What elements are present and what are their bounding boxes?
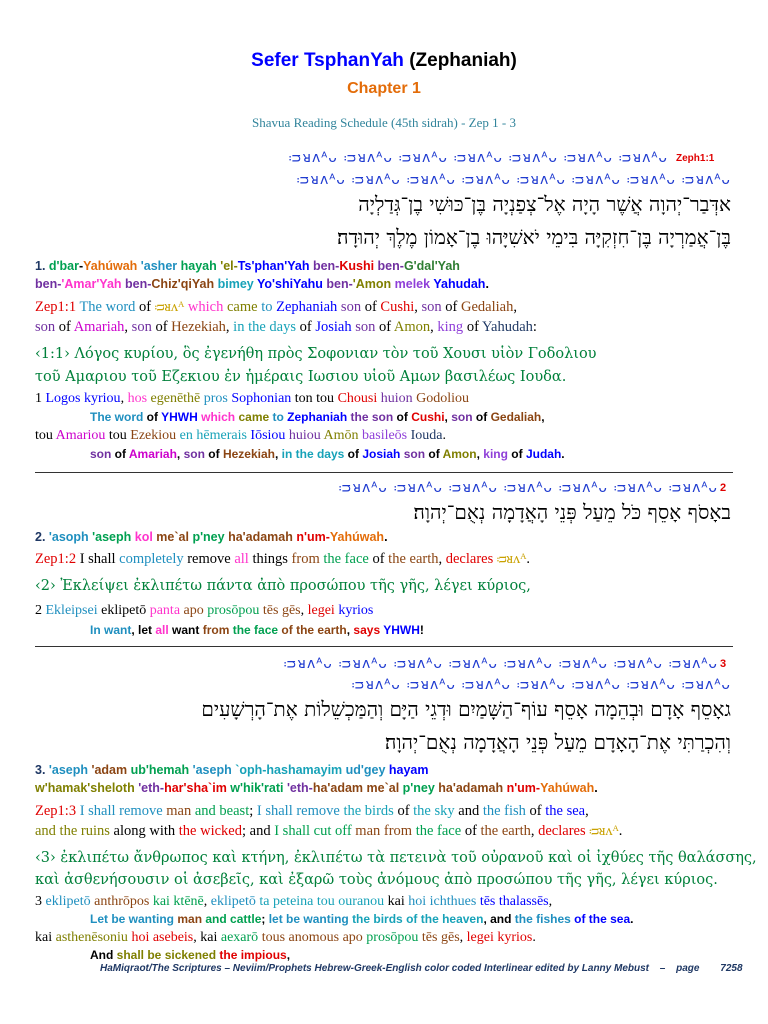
text-run: And [90, 948, 117, 962]
text-run: Yahúwah [540, 781, 595, 795]
text-run: . [594, 781, 598, 795]
text-run: Logos kyriou [45, 391, 121, 406]
text-run: hos [127, 391, 151, 406]
english-line [35, 551, 530, 568]
text-run: ben- [312, 259, 340, 273]
divider [35, 646, 733, 647]
text-run: of the earth [281, 623, 347, 637]
text-run: p'ney [192, 530, 229, 544]
text-run: Amon [442, 447, 477, 461]
text-run: son [90, 447, 115, 461]
text-run: tou ouranou [316, 894, 388, 909]
greek-line: καὶ ἀσθενήσουσιν οἱ ἀσεβεῖς, καὶ ἐξαρῶ τοὺς ἀνόμους ἀπὸ προσώπου τῆς γῆς, λέγει κύριος. [35, 872, 718, 888]
text-run: . [442, 428, 447, 443]
text-run: , [120, 391, 128, 406]
text-run: ha'adamah [438, 781, 507, 795]
text-run: completely [119, 551, 188, 567]
text-run: YHWH [161, 410, 202, 424]
text-run: , [476, 447, 484, 461]
text-run: 'adam [91, 763, 131, 777]
text-run: which [184, 299, 227, 315]
text-run: the fish [482, 803, 530, 819]
text-run: son [403, 447, 429, 461]
text-run: son [355, 319, 379, 335]
text-run: ; [249, 803, 257, 819]
text-run: melek [394, 277, 434, 291]
text-run: 'aseph [92, 530, 135, 544]
text-run: of [428, 447, 443, 461]
text-run: the birds [343, 803, 398, 819]
text-run: 'aseph [192, 763, 236, 777]
translit-line [35, 781, 598, 795]
text-run: prosōpou [207, 603, 263, 618]
english-line [35, 803, 589, 820]
text-run: Let be wanting [90, 912, 178, 926]
text-run: ha'adam [312, 781, 367, 795]
text-run: , [124, 319, 132, 335]
text-run: and cattle [205, 912, 262, 926]
greek-translit-line [35, 930, 536, 946]
text-run: huiou [288, 428, 324, 443]
text-run: want [172, 623, 203, 637]
hebrew-line: אדְּבַר־יְהוָה אֲשֶׁר הָיָה אֶל־צְפַנְיָה בֶּן־כּוּשִׁי בֶן־גְּדַלְיָה [358, 192, 731, 216]
text-run: Yahudah [433, 277, 486, 291]
text-run: . [618, 823, 623, 839]
text-run: from [202, 623, 233, 637]
english-line [35, 319, 537, 336]
text-run: 2 [35, 603, 46, 618]
text-run: prosōpou [366, 930, 422, 945]
greek-translit-line [35, 428, 446, 444]
translit-line [35, 259, 460, 273]
text-run: 'Amon [352, 277, 395, 291]
gloss-line [90, 410, 545, 424]
text-run: of [397, 803, 414, 819]
text-run: king [483, 447, 512, 461]
text-run: Amōn [323, 428, 363, 443]
text-run: . [532, 930, 536, 945]
page-number: 7258 [720, 963, 743, 974]
text-run: tēs gēs [262, 603, 301, 618]
text-run: the fishes [514, 912, 575, 926]
text-run: G'dal'Yah [403, 259, 460, 273]
text-run: apo [183, 603, 208, 618]
text-run: apo [342, 930, 367, 945]
text-run: , [225, 319, 234, 335]
text-run: 'el- [220, 259, 238, 273]
text-run: from [291, 551, 324, 567]
gloss-line [90, 447, 565, 461]
text-run: Josiah [362, 447, 404, 461]
text-run: ᴞᴚᴧᴬ [589, 823, 619, 839]
text-run: tēs thalassēs [479, 894, 549, 909]
text-run: 'eth- [138, 781, 165, 795]
text-run: Zephaniah [287, 410, 351, 424]
text-run: w'hik'rati [230, 781, 287, 795]
text-run: , [444, 410, 452, 424]
footer-page-label: page [676, 963, 700, 974]
text-run: hayam [388, 763, 429, 777]
text-run: came [226, 299, 262, 315]
text-run: from [383, 823, 416, 839]
text-run: along with [113, 823, 179, 839]
text-run: and [458, 803, 483, 819]
paleo-line: ᴞᴚᴧᴬᴗ ᴞᴚᴧᴬᴗ ᴞᴚᴧᴬᴗ ᴞᴚᴧᴬᴗ ᴞᴚᴧᴬᴗ ᴞᴚᴧᴬᴗ ᴞᴚᴧᴬᴗ [351, 677, 731, 693]
english-line [35, 299, 517, 316]
text-run: ub'hemah [130, 763, 193, 777]
text-run: Gedaliah [490, 410, 542, 424]
text-run: - [78, 259, 84, 273]
text-run: 1 [35, 391, 46, 406]
text-run: ! [419, 623, 424, 637]
greek-translit-line [35, 894, 552, 910]
text-run: of [529, 803, 546, 819]
text-run: huion [380, 391, 417, 406]
text-run: n'um- [506, 781, 541, 795]
text-run: I shall [79, 551, 120, 567]
text-run: I shall remove [79, 803, 167, 819]
text-run: `oph-hashamayim [235, 763, 346, 777]
text-run: Cushi [411, 410, 445, 424]
translit-line [35, 763, 429, 777]
text-run: Yahúwah [329, 530, 385, 544]
paleo-line: ᴞᴚᴧᴬᴗ ᴞᴚᴧᴬᴗ ᴞᴚᴧᴬᴗ ᴞᴚᴧᴬᴗ ᴞᴚᴧᴬᴗ ᴞᴚᴧᴬᴗ ᴞᴚᴧᴬᴗ ᴞᴚᴧᴬᴗ [296, 172, 731, 188]
text-run: , [513, 299, 517, 315]
text-run: egenēthē [150, 391, 204, 406]
text-run: Ezekiou [130, 428, 180, 443]
text-run: the son [350, 410, 397, 424]
text-run: of [511, 447, 526, 461]
text-run: 'Amar'Yah [61, 277, 126, 291]
text-run: of [396, 410, 412, 424]
text-run: , [430, 319, 438, 335]
text-run: . [630, 912, 634, 926]
text-run: came [238, 410, 273, 424]
text-run: : [532, 319, 537, 335]
greek-translit-line [35, 603, 373, 619]
text-run: pros [203, 391, 232, 406]
text-run: Amon [393, 319, 431, 335]
text-run: declares [445, 551, 497, 567]
text-run: me`al [366, 781, 403, 795]
text-run: basileōs [362, 428, 411, 443]
text-run: , [300, 603, 308, 618]
text-run: kai [35, 930, 56, 945]
greek-line: ‹3› ἐκλιπέτω ἄνθρωπος καὶ κτήνη, ἐκλιπέτω τὰ πετεινὰ τοῦ οὐρανοῦ καὶ οἱ ἰχθύες τῆς θαλάσσης, [35, 850, 757, 866]
english-line [35, 823, 622, 840]
text-run: all [234, 551, 253, 567]
text-run: of the sea [574, 912, 631, 926]
text-run: asthenēsoniu [55, 930, 132, 945]
text-run: 1. [35, 259, 49, 273]
verse-ref-label: 3 [720, 658, 727, 670]
text-run: Judah [525, 447, 562, 461]
text-run: to [261, 299, 277, 315]
text-run: ᴞᴚᴧᴬ [154, 299, 185, 315]
text-run: Cushi [380, 299, 415, 315]
text-run: to [272, 410, 288, 424]
text-run: 3. [35, 763, 49, 777]
text-run: , [438, 551, 446, 567]
text-run: son [183, 447, 209, 461]
reading-schedule: Shavua Reading Schedule (45th sidrah) - Zep 1 - 3 [252, 115, 516, 130]
text-run: Hezekiah [171, 319, 226, 335]
text-run: of [347, 447, 363, 461]
book-title [0, 50, 768, 72]
text-run: the earth [480, 823, 531, 839]
hebrew-line: באָסֹף אָסֵף כֹּל מֵעַל פְּנֵי הָאֲדָמָה נְאֻם־יְהוָה׃ [413, 500, 731, 524]
paleo-line: ᴞᴚᴧᴬᴗ ᴞᴚᴧᴬᴗ ᴞᴚᴧᴬᴗ ᴞᴚᴧᴬᴗ ᴞᴚᴧᴬᴗ ᴞᴚᴧᴬᴗ ᴞᴚᴧᴬᴗ [288, 150, 668, 166]
text-run: man [166, 803, 195, 819]
text-run: , [414, 299, 422, 315]
text-run: shall be sickened [116, 948, 220, 962]
text-run: ; and [242, 823, 275, 839]
text-run: son [340, 299, 365, 315]
text-run: tēs gēs [421, 930, 460, 945]
book-title-paren: (Zephaniah) [409, 50, 517, 71]
divider [35, 472, 733, 473]
text-run: . [526, 551, 531, 567]
text-run: , [548, 894, 553, 909]
text-run: eklipetō [101, 603, 150, 618]
text-run: ben- [35, 277, 62, 291]
text-run: ha'adamah [228, 530, 297, 544]
text-run: ben- [326, 277, 353, 291]
text-run: ben- [377, 259, 404, 273]
text-run: of [372, 551, 389, 567]
text-run: 3 [35, 894, 46, 909]
text-run: Zep1:3 [35, 803, 80, 819]
footer-dash: – [659, 963, 666, 974]
text-run: Amariah [73, 319, 125, 335]
text-run: legei kyrios [466, 930, 533, 945]
text-run: , [274, 447, 282, 461]
text-run: , [530, 823, 539, 839]
text-run: of [58, 319, 74, 335]
text-run: king [437, 319, 467, 335]
footer-text: HaMiqraot/The Scriptures – Neviim/Prophets Hebrew-Greek-English color coded Interlinear edited by Lanny Mebust [100, 963, 650, 974]
text-run: kai [387, 894, 409, 909]
text-run: and the ruins [35, 823, 114, 839]
text-run: remove [187, 551, 235, 567]
text-run: let be wanting [268, 912, 353, 926]
text-run: d'bar [48, 259, 79, 273]
text-run: 'asher [137, 259, 181, 273]
text-run: Godoliou [416, 391, 470, 406]
text-run: 'aseph [48, 763, 92, 777]
text-run: which [201, 410, 239, 424]
text-run: in the days [233, 319, 300, 335]
text-run: of [445, 299, 462, 315]
text-run: of [139, 299, 155, 315]
text-run: of [475, 410, 491, 424]
text-run: Amariah [128, 447, 177, 461]
text-run: Zephaniah [276, 299, 341, 315]
text-run: Amariou [55, 428, 109, 443]
text-run: ; [261, 912, 269, 926]
text-run: , [541, 410, 545, 424]
hebrew-line: בֶּן־אֲמַרְיָה בֶּן־חִזְקִיָּה בִּימֵי יֹאשִׁיָּהוּ בֶן־אָמוֹן מֶלֶךְ יְהוּדָה׃ [337, 225, 731, 249]
text-run: of [208, 447, 223, 461]
text-run: , [585, 803, 589, 819]
text-run: Yahudah [481, 319, 533, 335]
text-run: man [177, 912, 206, 926]
translit-line [35, 277, 489, 291]
text-run: son [35, 319, 59, 335]
greek-line: ‹1:1› Λόγος κυρίου, ὃς ἐγενήθη πρὸς Σοφονιαν τὸν τοῦ Χουσι υἱὸν Γοδολιου [35, 346, 597, 362]
text-run: Kushi [339, 259, 378, 273]
text-run: Sophonian [231, 391, 295, 406]
text-run: tou [35, 428, 56, 443]
text-run: the sea [545, 803, 586, 819]
text-run: kyrios [338, 603, 374, 618]
text-run: of [364, 299, 381, 315]
text-run: Ts'phan'Yah [237, 259, 313, 273]
text-run: eklipetō [45, 894, 95, 909]
text-run: in the days [281, 447, 348, 461]
paleo-line: ᴞᴚᴧᴬᴗ ᴞᴚᴧᴬᴗ ᴞᴚᴧᴬᴗ ᴞᴚᴧᴬᴗ ᴞᴚᴧᴬᴗ ᴞᴚᴧᴬᴗ ᴞᴚᴧᴬᴗ [338, 480, 718, 496]
chapter-heading: Chapter 1 [347, 80, 421, 97]
text-run: tou [108, 428, 131, 443]
text-run: In want [90, 623, 132, 637]
hebrew-line: וְהִכְרַתִּי אֶת־הָאָדָם מֵעַל פְּנֵי הָאֲדָמָה נְאֻם־יְהוָה׃ [384, 730, 731, 754]
text-run: ton tou [294, 391, 338, 406]
text-run: panta [149, 603, 184, 618]
text-run: . [485, 277, 489, 291]
text-run: YHWH [383, 623, 420, 637]
text-run: p'ney [402, 781, 439, 795]
text-run: things [252, 551, 292, 567]
text-run: the impious [219, 948, 287, 962]
text-run: , and [483, 912, 515, 926]
text-run: 'eth- [286, 781, 313, 795]
verse-ref-label: 2 [720, 482, 727, 494]
text-run: the sky [413, 803, 459, 819]
text-run: har'sha`im [164, 781, 231, 795]
text-run: me`al [156, 530, 193, 544]
text-run: the face [232, 623, 282, 637]
text-run: aexarō [220, 930, 262, 945]
text-run: Iouda [410, 428, 443, 443]
gloss-line [90, 623, 424, 637]
text-run: Chiz'qiYah [151, 277, 218, 291]
text-run: ᴞᴚᴧᴬ [496, 551, 527, 567]
text-run: son [421, 299, 446, 315]
text-run: son [131, 319, 156, 335]
text-run: The word [90, 410, 147, 424]
text-run: , [203, 894, 211, 909]
text-run: I shall remove [256, 803, 344, 819]
page-footer [100, 963, 743, 974]
text-run: of [299, 319, 316, 335]
gloss-line [90, 948, 290, 962]
text-run: legei [307, 603, 339, 618]
text-run: hoi asebeis [131, 930, 194, 945]
text-run: of [146, 410, 162, 424]
greek-line: ‹2› Ἐκλείψει ἐκλιπέτω πάντα ἀπὸ προσώπου τῆς γῆς, λέγει κύριος, [35, 578, 531, 594]
text-run: the face [323, 551, 373, 567]
text-run: the wicked [178, 823, 242, 839]
text-run: the earth [388, 551, 439, 567]
text-run: of [464, 823, 481, 839]
paleo-line: ᴞᴚᴧᴬᴗ ᴞᴚᴧᴬᴗ ᴞᴚᴧᴬᴗ ᴞᴚᴧᴬᴗ ᴞᴚᴧᴬᴗ ᴞᴚᴧᴬᴗ ᴞᴚᴧᴬᴗ ᴞᴚᴧᴬᴗ [283, 656, 718, 672]
text-run: Chousi [337, 391, 381, 406]
text-run: of [379, 319, 394, 335]
text-run: bimey [217, 277, 257, 291]
text-run: of [114, 447, 129, 461]
text-run: The word [79, 299, 140, 315]
text-run: son [451, 410, 476, 424]
text-run: . [384, 530, 388, 544]
text-run: , let [131, 623, 156, 637]
greek-line: τοῦ Αμαριου τοῦ Εζεκιου ἐν ἡμέραις Ιωσιου υἱοῦ Αμων βασιλέως Ιουδα. [35, 369, 567, 385]
text-run: kai ktēnē [152, 894, 204, 909]
text-run: of [155, 319, 172, 335]
book-title-main: Sefer TsphanYah [251, 50, 404, 71]
text-run: I shall cut off [274, 823, 356, 839]
text-run: of [466, 319, 482, 335]
text-run: ben- [125, 277, 152, 291]
text-run: , [286, 948, 291, 962]
text-run: , [346, 623, 354, 637]
text-run: tous anomous [261, 930, 343, 945]
text-run: kol [134, 530, 157, 544]
text-run: . [561, 447, 565, 461]
text-run: ta peteina [259, 894, 317, 909]
hebrew-line: גאָסֵף אָדָם וּבְהֵמָה אָסֵף עוֹף־הַשָּׁמַיִם וּדְגֵי הַיָּם וְהַמַּכְשֵׁלוֹת אֶת־הָרְשָׁעִים [201, 697, 731, 721]
text-run: man [355, 823, 384, 839]
text-run: says [353, 623, 384, 637]
text-run: Josiah [315, 319, 356, 335]
text-run: , [176, 447, 184, 461]
text-run: Gedaliah [461, 299, 514, 315]
text-run: and beast [194, 803, 250, 819]
text-run: hoi ichthues [408, 894, 480, 909]
text-run: of the heaven [406, 912, 484, 926]
text-run: , [459, 930, 467, 945]
text-run: Ekleipsei [45, 603, 102, 618]
text-run: 2. [35, 530, 49, 544]
text-run: all [155, 623, 173, 637]
text-run: Yo'shiYahu [256, 277, 327, 291]
text-run: Zep1:2 [35, 551, 80, 567]
text-run: the birds [352, 912, 407, 926]
text-run: Iōsiou [250, 428, 289, 443]
text-run: 'asoph [48, 530, 93, 544]
text-run: anthrōpos [94, 894, 153, 909]
text-run: ud'gey [345, 763, 389, 777]
translit-line [35, 530, 388, 544]
verse-ref-label: Zeph1:1 [676, 153, 715, 164]
gloss-line [90, 912, 634, 926]
text-run: w'hamak'sheloth [35, 781, 139, 795]
text-run: declares [538, 823, 590, 839]
text-run: hayah [180, 259, 221, 273]
text-run: , kai [193, 930, 221, 945]
text-run: n'um- [296, 530, 330, 544]
text-run: Zep1:1 [35, 299, 80, 315]
text-run: the face [415, 823, 465, 839]
text-run: en hēmerais [179, 428, 251, 443]
text-run: Hezekiah [222, 447, 275, 461]
text-run: eklipetō [210, 894, 260, 909]
text-run: Yahúwah [83, 259, 138, 273]
greek-translit-line [35, 391, 469, 407]
